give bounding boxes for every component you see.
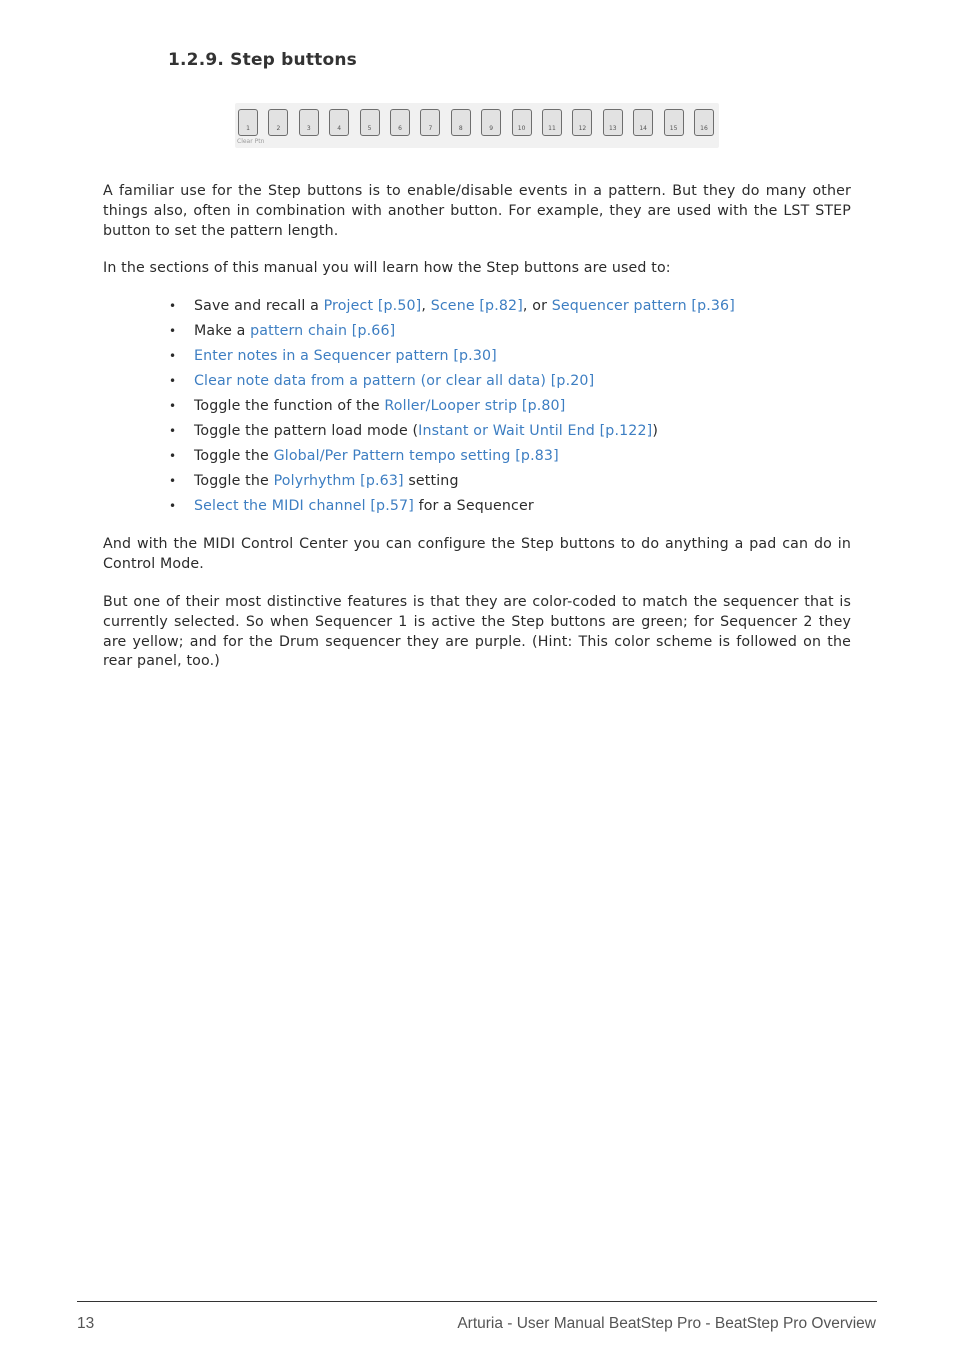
clear-pattern-caption: Clear Ptn xyxy=(237,138,265,145)
step-buttons-figure xyxy=(235,103,719,148)
step-button-9[interactable] xyxy=(481,109,501,136)
list-item xyxy=(168,344,735,369)
step-button-6[interactable] xyxy=(390,109,410,136)
step-button-16[interactable] xyxy=(694,109,714,136)
bullet-dot: • xyxy=(169,374,177,388)
paragraph-lead-in: In the sections of this manual you will learn how the Step buttons are used to: xyxy=(103,260,671,276)
step-button-number: 8 xyxy=(458,125,463,132)
step-button-number: 16 xyxy=(700,125,708,132)
step-button-number: 15 xyxy=(669,125,678,132)
list-item: • Save and recall a Project [p.50], Scene [p.82], or Sequencer pattern [p.36] xyxy=(168,294,735,319)
link-instant-or-wait[interactable]: Instant or Wait Until End [p.122] xyxy=(418,423,653,439)
list-item: • Select the MIDI channel [p.57] for a Sequencer xyxy=(168,494,735,519)
step-button-number: 10 xyxy=(517,125,526,132)
link-clear-note-data[interactable]: Clear note data from a pattern (or clear all data) [p.20] xyxy=(194,373,595,389)
step-button-number: 4 xyxy=(337,125,342,132)
list-item: • Toggle the pattern load mode (Instant or Wait Until End [p.122]) xyxy=(168,419,735,444)
bullet-dot: • xyxy=(169,324,177,338)
bullet-dot: • xyxy=(169,474,177,488)
step-button-11[interactable] xyxy=(542,109,562,136)
list-item: • Toggle the Polyrhythm [p.63] setting xyxy=(168,469,735,494)
bullet-dot: • xyxy=(169,449,177,463)
step-button-7[interactable] xyxy=(420,109,440,136)
step-button-14[interactable] xyxy=(633,109,653,136)
paragraph-intro: A familiar use for the Step buttons is to enable/disable events in a pattern. But they do many other things also, often in combination with another button. For example, they are used with the LST STEP button to set the pattern length. xyxy=(103,183,851,239)
link-enter-notes[interactable]: Enter notes in a Sequencer pattern [p.30] xyxy=(194,348,497,364)
paragraph-color-coding: But one of their most distinctive features is that they are color-coded to match the sequencer that is currently selected. So when Sequencer 1 is active the Step buttons are green; for Sequencer 2 they are yellow; and for the Drum sequencer they are purple. (Hint: This color scheme is followed on the rear panel, too.) xyxy=(103,594,851,670)
step-button-1[interactable] xyxy=(238,109,258,136)
list-item: • Toggle the function of the Roller/Looper strip [p.80] xyxy=(168,394,735,419)
step-button-number: 13 xyxy=(608,125,617,132)
step-button-number: 11 xyxy=(548,125,556,132)
list-item xyxy=(168,369,735,394)
step-button-12[interactable] xyxy=(572,109,592,136)
link-scene[interactable]: Scene [p.82] xyxy=(430,298,523,314)
step-button-13[interactable] xyxy=(603,109,623,136)
link-tempo-setting[interactable]: Global/Per Pattern tempo setting [p.83] xyxy=(273,448,559,464)
step-button-3[interactable] xyxy=(299,109,319,136)
link-sequencer-pattern[interactable]: Sequencer pattern [p.36] xyxy=(551,298,735,314)
step-button-number: 5 xyxy=(367,125,372,132)
list-item: • Toggle the Global/Per Pattern tempo setting [p.83] xyxy=(168,444,735,469)
list-item: • Make a pattern chain [p.66] xyxy=(168,319,735,344)
step-button-number: 6 xyxy=(398,125,402,132)
step-button-number: 7 xyxy=(428,125,433,132)
page-number: 13 xyxy=(77,1315,95,1332)
step-button-2[interactable] xyxy=(268,109,288,136)
link-midi-channel[interactable]: Select the MIDI channel [p.57] xyxy=(194,498,414,514)
footer-divider xyxy=(77,1301,877,1302)
bullet-dot: • xyxy=(169,399,177,413)
bullet-dot: • xyxy=(169,299,177,313)
step-button-number: 9 xyxy=(489,125,494,132)
bullet-dot: • xyxy=(169,349,177,363)
section-heading: 1.2.9. Step buttons xyxy=(168,50,357,70)
bullet-dot: • xyxy=(169,499,177,513)
step-button-number: 3 xyxy=(306,125,311,132)
step-button-number: 12 xyxy=(578,125,587,132)
step-button-number: 1 xyxy=(246,125,250,132)
paragraph-midi-control-center: And with the MIDI Control Center you can configure the Step buttons to do anything a pad can do in Control Mode. xyxy=(103,536,851,572)
link-polyrhythm[interactable]: Polyrhythm [p.63] xyxy=(273,473,404,489)
step-button-5[interactable] xyxy=(360,109,380,136)
link-pattern-chain[interactable]: pattern chain [p.66] xyxy=(250,323,396,339)
link-project[interactable]: Project [p.50] xyxy=(323,298,422,314)
step-button-10[interactable] xyxy=(512,109,532,136)
uses-list xyxy=(168,294,735,519)
bullet-dot: • xyxy=(169,424,177,438)
step-button-number: 2 xyxy=(276,125,281,132)
step-button-4[interactable] xyxy=(329,109,349,136)
step-button-number: 14 xyxy=(639,125,647,132)
footer-title: Arturia - User Manual BeatStep Pro - BeatStep Pro Overview xyxy=(457,1315,876,1332)
step-button-8[interactable] xyxy=(451,109,471,136)
step-button-15[interactable] xyxy=(664,109,684,136)
link-roller-looper-strip[interactable]: Roller/Looper strip [p.80] xyxy=(384,398,566,414)
